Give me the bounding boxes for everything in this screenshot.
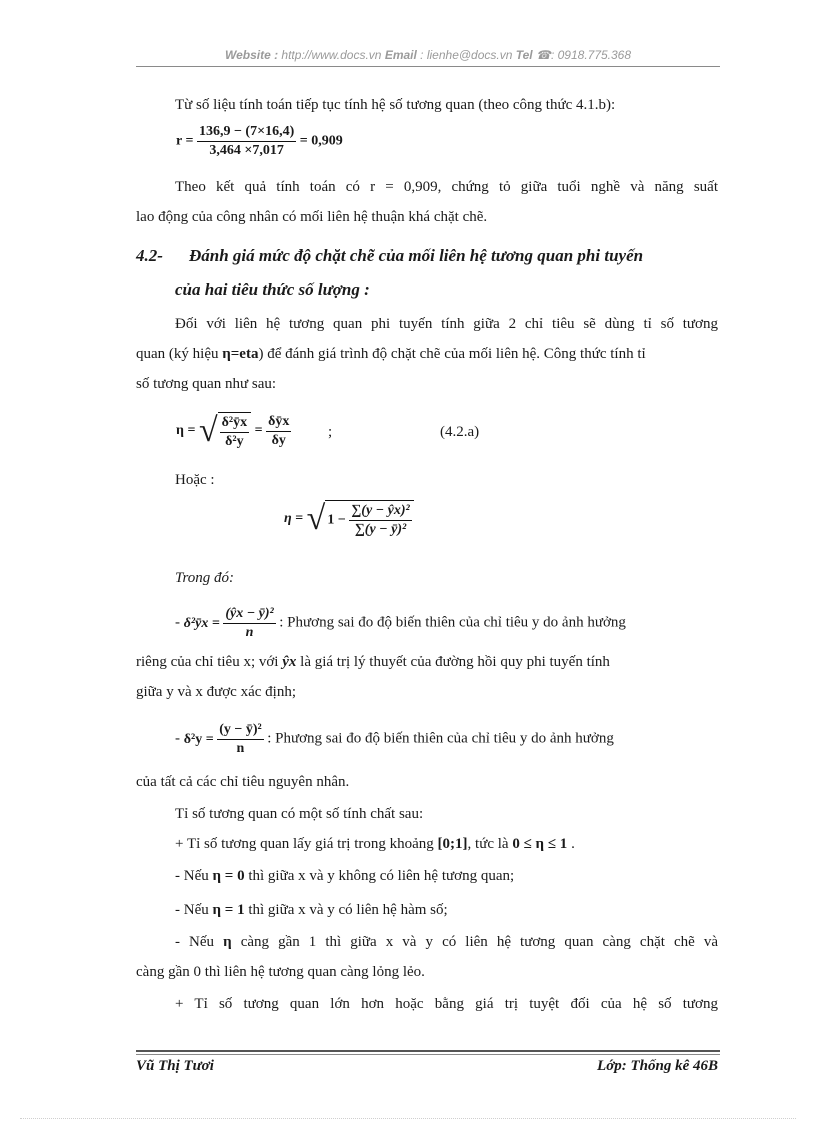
sqrt-sign-alt: √ <box>306 500 326 537</box>
email-value: : lienhe@docs.vn <box>420 48 513 62</box>
formula-eta-alt-numerator: ∑(y − ŷx)² <box>349 503 411 521</box>
formula-eta-alt-radicand <box>325 500 413 538</box>
paragraph-eta-line1: Đối với liên hệ tương quan phi tuyến tính giữa 2 chỉ tiêu sẽ dùng tỉ số tương <box>175 316 718 332</box>
property-eta-zero-text: thì giữa x và y không có liên hệ tương quan; <box>248 868 515 884</box>
section-number: 4.2- <box>136 246 163 265</box>
where-label: Trong đó: <box>175 570 235 586</box>
paragraph-result-line2: lao động của công nhân có mối liên hệ thuận khá chặt chẽ. <box>136 209 488 225</box>
bullet1-yx: ŷx <box>282 654 297 670</box>
header-rule <box>136 66 720 67</box>
paragraph-eta-line3: số tương quan như sau: <box>136 376 277 392</box>
bullet1-denominator: n <box>245 625 254 640</box>
bullet-dash: - <box>175 614 180 631</box>
property-eta-near-line2: càng gần 0 thì liên hệ tương quan càng lỏng lẻo. <box>136 964 425 980</box>
paragraph-eta-line2 <box>136 340 646 368</box>
bullet1-line3: giữa y và x được xác định; <box>136 684 296 700</box>
paragraph-result-line1: Theo kết quả tính toán có r = 0,909, chứng tỏ giữa tuổi nghề và năng suất <box>175 179 718 195</box>
property-eta-near <box>175 928 718 956</box>
phone-icon: ☎ <box>536 48 551 62</box>
bullet-dash: - <box>175 730 180 747</box>
footer-rule-thick <box>136 1050 720 1052</box>
page-header <box>136 48 720 62</box>
bullet1-numerator: (ŷx − ȳ)² <box>223 606 275 624</box>
formula-eta-numerator: δ²ȳx <box>220 415 249 433</box>
bullet1-fraction <box>223 606 275 641</box>
sqrt-sign: √ <box>198 412 218 449</box>
formula-eta-alt <box>284 500 414 538</box>
property-eta-zero <box>175 862 514 890</box>
bullet2-formula <box>183 722 267 756</box>
formula-label: (4.2.a) <box>440 424 480 440</box>
bullet2-lhs: δ²y = <box>183 731 214 747</box>
property-compare: + Tỉ số tương quan lớn hơn hoặc bằng giá trị tuyệt đối của hệ số tương <box>175 996 718 1012</box>
formula-eta-alt-lhs: η = <box>284 511 304 527</box>
formula-eta-equals: = <box>254 423 263 439</box>
footer-class: Lớp: Thống kê 46B <box>597 1058 718 1074</box>
paragraph-eta-line2-end: ) để đánh giá trình độ chặt chẽ của mối liên hệ. Công thức tính tỉ <box>258 346 646 362</box>
formula-r-result: = 0,909 <box>299 133 343 149</box>
property-eta-near-text: càng gần 1 thì giữa x và y có liên hệ tương quan càng chặt chẽ và <box>240 934 718 950</box>
property-range <box>175 830 575 858</box>
email-label: Email <box>384 48 417 62</box>
property-eta-one-prefix: - Nếu <box>175 902 209 918</box>
paragraph-intro: Từ số liệu tính toán tiếp tục tính hệ số tương quan (theo công thức 4.1.b): <box>175 97 616 113</box>
property-range-end: . <box>571 836 575 852</box>
bullet1-lhs: δ²ȳx = <box>183 615 220 631</box>
bullet-variance-total <box>175 722 718 757</box>
property-range-mid: , tức là <box>467 836 509 852</box>
formula-r-lhs: r = <box>176 133 194 149</box>
formula-r-denominator: 3,464 ×7,017 <box>209 143 284 158</box>
property-eta-one <box>175 896 448 924</box>
bullet2-text: : Phương sai đo độ biến thiên của chỉ tiêu y do ảnh hưởng <box>267 730 614 747</box>
bullet1-line2-end: là giá trị lý thuyết của đường hồi quy phi tuyến tính <box>300 654 610 670</box>
formula-eta-fraction <box>220 415 249 450</box>
website-label: Website : <box>224 48 279 62</box>
page-bottom-dots <box>20 1118 796 1119</box>
formula-eta-alt-fraction <box>349 503 411 538</box>
formula-eta-lhs: η = <box>176 423 196 439</box>
formula-eta-radicand <box>218 412 251 450</box>
formula-r-fraction <box>197 124 296 159</box>
bullet2-denominator: n <box>236 741 245 756</box>
property-eta-one-text: thì giữa x và y có liên hệ hàm số; <box>248 902 448 918</box>
formula-r <box>176 124 343 159</box>
or-label: Hoặc : <box>175 472 215 488</box>
website-value: http://www.docs.vn <box>281 48 382 62</box>
footer-author: Vũ Thị Tươi <box>136 1058 214 1074</box>
property-eta-one-eq: η = 1 <box>212 902 245 918</box>
bullet2-line2: của tất cả các chỉ tiêu nguyên nhân. <box>136 774 350 790</box>
bullet1-formula <box>183 606 280 640</box>
properties-intro: Tỉ số tương quan có một số tính chất sau: <box>175 806 424 822</box>
property-range-inequality: 0 ≤ η ≤ 1 <box>512 836 568 852</box>
tel-label: Tel <box>515 48 533 62</box>
bullet2-numerator: (y − ȳ)² <box>217 722 264 740</box>
eta-symbol: η=eta <box>222 346 259 362</box>
bullet-variance-factor <box>175 606 718 641</box>
formula-eta-fraction2 <box>266 414 291 449</box>
formula-separator: ; <box>328 424 333 440</box>
formula-eta <box>176 412 291 450</box>
property-eta-near-symbol: η <box>223 934 232 950</box>
property-range-text: + Tỉ số tương quan lấy giá trị trong khoảng <box>175 836 434 852</box>
bullet2-fraction <box>217 722 264 757</box>
paragraph-eta-line2-start: quan (ký hiệu <box>136 346 219 362</box>
bullet1-text: : Phương sai đo độ biến thiên của chỉ tiêu y do ảnh hưởng <box>279 614 626 631</box>
formula-r-numerator: 136,9 − (7×16,4) <box>197 124 296 142</box>
formula-eta-alt-one: 1 − <box>327 512 346 528</box>
formula-eta-alt-denominator: ∑(y − ȳ)² <box>354 522 407 537</box>
section-title-line1: Đánh giá mức độ chặt chẽ của mối liên hệ tương quan phi tuyến <box>189 246 644 265</box>
bullet1-line2 <box>136 648 610 676</box>
section-title-line2: của hai tiêu thức số lượng : <box>175 280 370 299</box>
tel-value: : 0918.775.368 <box>550 48 632 62</box>
bullet1-line2-start: riêng của chỉ tiêu x; với <box>136 654 279 670</box>
formula-eta-denominator: δ²y <box>225 434 244 449</box>
footer-rule-thin <box>136 1054 720 1055</box>
property-range-interval: [0;1] <box>437 836 468 852</box>
property-eta-zero-prefix: - Nếu <box>175 868 209 884</box>
property-eta-near-prefix: - Nếu <box>175 934 215 950</box>
property-eta-zero-eq: η = 0 <box>212 868 245 884</box>
formula-eta-denominator2: δy <box>271 432 286 448</box>
formula-eta-numerator2: δȳx <box>266 414 291 432</box>
